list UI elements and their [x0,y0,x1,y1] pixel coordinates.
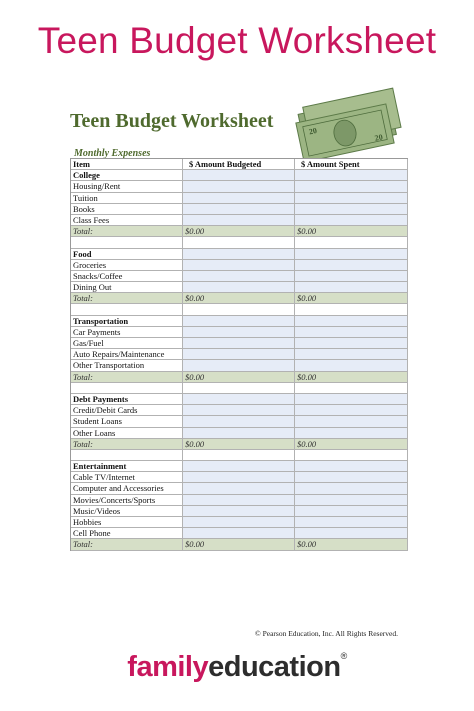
budget-table [70,158,408,551]
table-row [71,472,408,483]
brand-logo[interactable] [0,651,474,684]
budgeted-input[interactable] [183,349,295,360]
category-row [71,394,408,405]
budgeted-input[interactable] [183,338,295,349]
item-label: Hobbies [71,517,183,528]
item-label: Class Fees [71,215,183,226]
total-row [71,226,408,237]
table-row [71,528,408,539]
budgeted-input[interactable] [183,394,295,405]
item-label: Student Loans [71,416,183,427]
brand-text-family: family [127,651,209,683]
spent-input[interactable] [295,327,408,338]
spent-input[interactable] [295,416,408,427]
item-label: Car Payments [71,327,183,338]
budgeted-input[interactable] [183,472,295,483]
budgeted-input[interactable] [183,271,295,282]
spent-input[interactable] [295,528,408,539]
page-title: Teen Budget Worksheet [37,20,437,61]
spacer-row [71,450,408,461]
table-row [71,506,408,517]
spent-input[interactable] [295,472,408,483]
table-row [71,327,408,338]
spacer-row [71,237,408,248]
spent-input[interactable] [295,181,408,192]
budgeted-total: $0.00 [183,293,295,304]
total-label: Total: [71,539,183,550]
table-row [71,360,408,371]
brand-text-education: education [208,651,341,683]
budgeted-input[interactable] [183,416,295,427]
category-name: College [71,170,183,181]
budgeted-input[interactable] [183,483,295,494]
item-label: Gas/Fuel [71,338,183,349]
item-label: Dining Out [71,282,183,293]
budgeted-total: $0.00 [183,372,295,383]
category-name: Food [71,249,183,260]
spent-input[interactable] [295,204,408,215]
item-label: Music/Videos [71,506,183,517]
spacer-cell [183,237,295,248]
budgeted-input[interactable] [183,316,295,327]
column-header-budgeted: $ Amount Budgeted [183,159,295,170]
budgeted-input[interactable] [183,506,295,517]
spacer-cell [295,383,408,394]
copyright-notice: © Pearson Education, Inc. All Rights Reserved. [255,629,398,638]
category-name: Entertainment [71,461,183,472]
budgeted-input[interactable] [183,249,295,260]
category-row [71,170,408,181]
table-row [71,416,408,427]
budgeted-input[interactable] [183,428,295,439]
category-row [71,249,408,260]
budgeted-input[interactable] [183,327,295,338]
total-row [71,372,408,383]
section-subheading: Monthly Expenses [74,148,151,159]
budgeted-input[interactable] [183,215,295,226]
budgeted-input[interactable] [183,260,295,271]
table-row [71,260,408,271]
table-row [71,271,408,282]
spent-total: $0.00 [295,226,408,237]
spent-total: $0.00 [295,293,408,304]
spent-input[interactable] [295,483,408,494]
spent-input[interactable] [295,461,408,472]
spacer-cell [71,383,183,394]
item-label: Auto Repairs/Maintenance [71,349,183,360]
table-row [71,282,408,293]
budgeted-input[interactable] [183,495,295,506]
spacer-row [71,304,408,315]
total-row [71,293,408,304]
budgeted-input[interactable] [183,360,295,371]
budgeted-total: $0.00 [183,539,295,550]
table-row [71,193,408,204]
table-row [71,215,408,226]
spacer-cell [295,237,408,248]
spent-input[interactable] [295,394,408,405]
category-name: Transportation [71,316,183,327]
category-row [71,316,408,327]
spacer-cell [183,383,295,394]
money-icon [293,86,405,160]
table-row [71,181,408,192]
total-label: Total: [71,439,183,450]
budgeted-input[interactable] [183,181,295,192]
spacer-cell [183,304,295,315]
spent-input[interactable] [295,271,408,282]
spent-input[interactable] [295,170,408,181]
table-row [71,428,408,439]
total-label: Total: [71,226,183,237]
table-row [71,495,408,506]
spent-total: $0.00 [295,372,408,383]
spacer-cell [295,450,408,461]
item-label: Books [71,204,183,215]
item-label: Credit/Debit Cards [71,405,183,416]
spacer-cell [71,237,183,248]
spent-input[interactable] [295,338,408,349]
table-row [71,483,408,494]
total-label: Total: [71,293,183,304]
budgeted-input[interactable] [183,528,295,539]
item-label: Groceries [71,260,183,271]
item-label: Cable TV/Internet [71,472,183,483]
table-row [71,405,408,416]
spent-input[interactable] [295,316,408,327]
table-header-row [71,159,408,170]
item-label: Cell Phone [71,528,183,539]
budgeted-input[interactable] [183,193,295,204]
table-row [71,517,408,528]
column-header-spent: $ Amount Spent [295,159,408,170]
table-row [71,204,408,215]
spent-input[interactable] [295,282,408,293]
spacer-cell [295,304,408,315]
spent-input[interactable] [295,360,408,371]
spent-input[interactable] [295,517,408,528]
budgeted-input[interactable] [183,282,295,293]
spent-input[interactable] [295,405,408,416]
item-label: Housing/Rent [71,181,183,192]
svg-text:20: 20 [308,125,318,137]
spent-input[interactable] [295,215,408,226]
spent-total: $0.00 [295,539,408,550]
svg-text:20: 20 [373,132,384,143]
spent-total: $0.00 [295,439,408,450]
table-row [71,338,408,349]
spacer-row [71,383,408,394]
spent-input[interactable] [295,260,408,271]
budgeted-input[interactable] [183,204,295,215]
column-header-item: Item [71,159,183,170]
spacer-cell [71,450,183,461]
budgeted-total: $0.00 [183,439,295,450]
item-label: Other Loans [71,428,183,439]
spent-input[interactable] [295,193,408,204]
registered-mark: ® [340,651,347,661]
item-label: Other Transportation [71,360,183,371]
spent-input[interactable] [295,506,408,517]
spent-input[interactable] [295,495,408,506]
item-label: Snacks/Coffee [71,271,183,282]
budgeted-input[interactable] [183,517,295,528]
spacer-cell [71,304,183,315]
budgeted-total: $0.00 [183,226,295,237]
total-row [71,439,408,450]
budgeted-input[interactable] [183,461,295,472]
item-label: Computer and Accessories [71,483,183,494]
spacer-cell [183,450,295,461]
budgeted-input[interactable] [183,405,295,416]
item-label: Movies/Concerts/Sports [71,495,183,506]
worksheet-title: Teen Budget Worksheet [70,110,274,132]
spent-input[interactable] [295,428,408,439]
spent-input[interactable] [295,349,408,360]
budgeted-input[interactable] [183,170,295,181]
category-name: Debt Payments [71,394,183,405]
total-row [71,539,408,550]
spent-input[interactable] [295,249,408,260]
table-row [71,349,408,360]
total-label: Total: [71,372,183,383]
category-row [71,461,408,472]
item-label: Tuition [71,193,183,204]
